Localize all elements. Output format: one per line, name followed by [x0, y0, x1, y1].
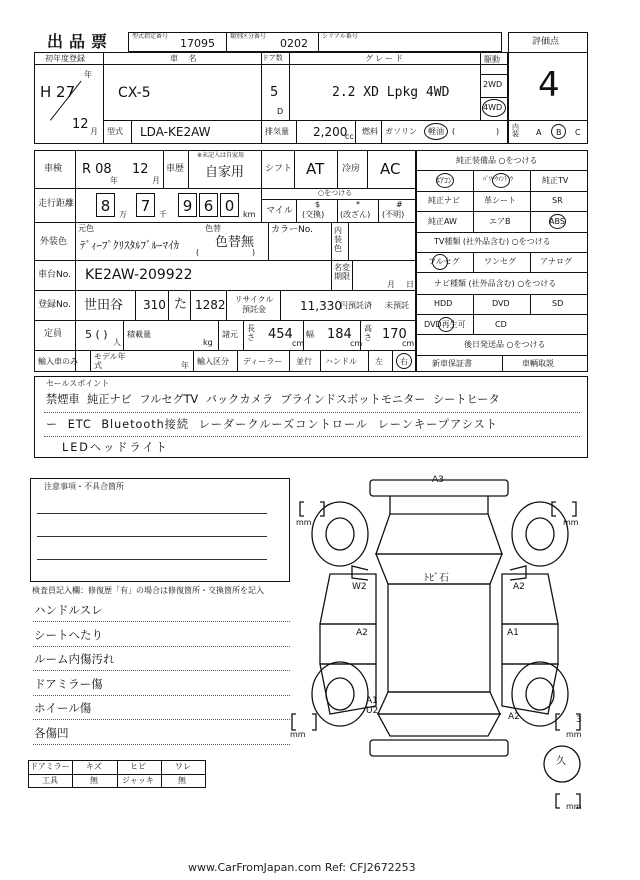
mileage-sen-unit: 千	[159, 210, 167, 219]
grade-value: 2.2 XD Lpkg 4WD	[332, 85, 450, 100]
sales-line-1: 禁煙車 純正ナビ フルセグTV バックカメラ ブラインドスポットモニター シートヒータ	[46, 393, 500, 406]
model-year-unit: 年	[181, 361, 189, 370]
equip-abs-circle	[549, 214, 566, 229]
model-designation-value: 17095	[180, 37, 215, 50]
chassis-label: 車台No.	[38, 270, 71, 280]
model-designation-label: 型式指定番号	[132, 33, 169, 40]
mile-swap-symbol: $	[315, 200, 321, 209]
width-cm-unit: cm	[350, 339, 363, 348]
later-manual: 車輌取説	[522, 359, 554, 368]
year-unit: 年	[84, 70, 92, 79]
inspection-month-unit: 月	[152, 176, 160, 185]
sales-line-3: LEDヘッドライト	[62, 441, 169, 454]
inspection-year-unit: 年	[110, 176, 118, 185]
car-name-value: CX-5	[118, 85, 151, 101]
first-reg-year: H 27	[40, 83, 76, 101]
damage-chip: ﾄﾋﾞ石	[424, 573, 449, 584]
load-label: 積載量	[127, 330, 151, 339]
length-label: 長さ	[247, 324, 255, 342]
inspector-item: 各傷凹	[34, 725, 69, 740]
interior-c: C	[575, 128, 581, 137]
equip-power-window-circle	[492, 173, 510, 188]
mile-tamper-label: (改ざん)	[340, 210, 371, 219]
color-orig-label: 元色	[78, 224, 94, 233]
recycle-unit: 円預託済	[340, 301, 372, 310]
car-name-label: 車 名	[170, 54, 201, 63]
handle-label: ハンドル	[325, 357, 357, 366]
fuel-diesel-circle	[424, 123, 448, 140]
displacement-label: 排気量	[265, 127, 289, 136]
equip-leather: 革シート	[484, 196, 516, 205]
mileage-digit: 6	[199, 193, 218, 217]
inspector-stamp: 久	[556, 756, 566, 767]
month-unit: 月	[90, 127, 98, 136]
sales-line-2: ー ETC Bluetooth接続 レーダークルーズコントロール レーンキープアシスト	[46, 418, 498, 431]
equipment-title: 純正装備品 ○をつける	[456, 156, 538, 165]
category-label: 類別区分番号	[230, 33, 267, 40]
inspector-line	[33, 695, 290, 696]
equip-power-window: ﾊﾟﾜｰｳｲﾝﾄﾞｳ	[483, 176, 514, 183]
legend-door-mirror: ドアミラー	[30, 762, 70, 771]
nav-dvd-play: DVD再生可	[424, 320, 466, 329]
tire-mm-rear-right: mm	[566, 730, 582, 739]
height-cm-unit: cm	[402, 339, 415, 348]
fuel-paren-open: (	[452, 127, 456, 136]
inspector-item: ハンドルスレ	[34, 603, 103, 617]
inspection-year: R 08	[82, 162, 112, 177]
usage-value: 自家用	[205, 165, 245, 180]
recycle-value: 11,330	[300, 299, 342, 313]
later-warranty: 新車保証書	[432, 359, 472, 368]
tire-rear-right-value: 3	[576, 715, 582, 725]
handle-right-circle	[396, 353, 412, 369]
inspector-item: ホイール傷	[34, 701, 92, 715]
shift-label: シフト	[265, 164, 293, 174]
doors-type: D	[277, 107, 284, 116]
height-value: 170	[382, 327, 407, 342]
handle-left: 左	[375, 357, 383, 366]
rating-value: 4	[538, 65, 560, 105]
shift-value: AT	[306, 160, 325, 178]
sales-points-label: セールスポイント	[46, 379, 110, 388]
interior-label: 内装	[512, 123, 519, 138]
nav-sd: SD	[552, 299, 564, 308]
tv-oneseg: ワンセグ	[484, 257, 516, 266]
capacity-unit: 人	[113, 338, 121, 347]
tire-mm-rear-left: mm	[290, 730, 306, 739]
category-value: 0202	[280, 37, 308, 50]
damage-a2-right-front: A2	[513, 582, 525, 592]
usage-note: ※未記入は自家用	[197, 152, 245, 159]
capacity-label: 定員	[44, 329, 63, 339]
cc-unit: cc	[345, 132, 354, 141]
first-reg-label: 初年度登録	[45, 54, 85, 63]
name-change-day-unit: 日	[406, 280, 414, 289]
reg-no-label: 登録No.	[38, 300, 71, 310]
notes-label: 注意事項・不具合箇所	[44, 482, 124, 491]
model-year-label: モデル年式	[94, 352, 126, 370]
legend-jack-value: 無	[178, 776, 186, 785]
not-deposited: 未預託	[385, 301, 409, 310]
damage-a2-rear: A2	[508, 712, 520, 722]
mile-unknown-symbol: #	[396, 200, 403, 209]
equip-aircon: ｴｱｺﾝ	[436, 176, 452, 185]
name-change-label: 名変期限	[334, 263, 350, 281]
name-change-month-unit: 月	[387, 280, 395, 289]
nav-dvd: DVD	[492, 299, 510, 308]
legend-scratch: キズ	[86, 762, 102, 771]
spare-mm: mm	[566, 802, 582, 811]
mile-tamper-symbol: *	[356, 200, 360, 209]
grade-label: グレード	[365, 54, 405, 63]
usage-label: 車歴	[166, 164, 185, 174]
legend-tools: 工具	[42, 776, 58, 785]
legend-break: ワレ	[175, 762, 191, 771]
color-paren-open: (	[196, 248, 200, 257]
serial-label: シリアル番号	[322, 33, 358, 40]
length-value: 454	[268, 327, 293, 342]
import-type-label: 輸入区分	[197, 357, 229, 366]
chassis-value: KE2AW-209922	[85, 267, 193, 283]
inspector-label: 検査員記入欄：修復歴「有」の場合は修復箇所・交換箇所を記入	[32, 586, 264, 595]
km-unit: km	[243, 210, 256, 219]
doors-label: ドア数	[262, 54, 283, 62]
drive-label: 駆動	[484, 55, 500, 64]
inspector-item: ルーム内傷汚れ	[34, 652, 115, 666]
reg-class: 310	[143, 298, 166, 312]
damage-a1u2: A1 U2	[366, 696, 379, 716]
rating-label: 評価点	[532, 37, 560, 47]
mile-circle-note: ○をつける	[318, 189, 353, 197]
fuel-label: 燃料	[362, 127, 378, 136]
legend-crack: ヒビ	[130, 762, 146, 771]
damage-a3: A3	[432, 475, 444, 485]
tv-fullseg: フルセグ	[428, 257, 460, 266]
height-label: 高さ	[364, 324, 372, 342]
legend-tools-value: 無	[90, 776, 98, 785]
size-label: 諸元	[222, 330, 238, 339]
interior-a: A	[536, 128, 542, 137]
displacement-value: 2,200	[313, 125, 348, 139]
equip-airbag: エアB	[489, 217, 511, 226]
drive-4wd: 4WD	[483, 103, 503, 112]
car-damage-diagram	[290, 474, 590, 814]
mile-unknown-label: (不明)	[382, 210, 405, 219]
ac-label: 冷房	[342, 164, 361, 174]
nav-cd: CD	[495, 320, 507, 329]
recycle-label: リサイクル預託金	[234, 295, 274, 314]
sheet-title: 出品票	[47, 32, 114, 51]
mileage-digit: 0	[220, 193, 239, 217]
mileage-digit: 8	[96, 193, 115, 217]
color-paren-close: )	[252, 248, 256, 257]
inspector-line	[33, 719, 290, 720]
equip-aw: 純正AW	[428, 217, 457, 226]
damage-a1-right-door: A1	[507, 628, 519, 638]
footer-watermark: www.CarFromJapan.com Ref: CFJ2672253	[188, 861, 416, 874]
damage-w2: W2	[352, 582, 367, 592]
inspector-line	[33, 670, 290, 671]
model-type-value: LDA-KE2AW	[140, 125, 211, 139]
nav-title: ナビ種類 (社外品含む) ○をつける	[434, 279, 557, 288]
reg-area: 世田谷	[84, 298, 124, 313]
ac-value: AC	[380, 160, 401, 178]
tv-fullseg-circle	[432, 254, 448, 270]
mileage-digit: 9	[178, 193, 197, 217]
drive-2wd: 2WD	[483, 80, 503, 89]
handle-right: 右	[400, 357, 408, 366]
mileage-digit: 7	[136, 193, 155, 217]
equip-abs: ABS	[549, 217, 565, 226]
mileage-man-unit: 万	[119, 210, 127, 219]
mileage-label: 走行距離	[38, 199, 75, 209]
color-no-label: カラーNo.	[271, 225, 313, 235]
tv-analog: アナログ	[540, 257, 572, 266]
import-dealer: ディーラー	[243, 357, 283, 366]
interior-b-circle	[551, 124, 566, 139]
reg-kana: た	[174, 297, 188, 312]
width-value: 184	[327, 327, 352, 342]
reg-number: 1282	[195, 298, 226, 312]
doors-value: 5	[270, 85, 279, 100]
later-title: 後日発送品 ○をつける	[464, 340, 546, 349]
import-label: 輸入車のみ	[38, 357, 78, 366]
equip-sr: SR	[552, 196, 563, 205]
color-label: 外装色	[40, 237, 68, 247]
color-change: 色替無	[215, 235, 255, 250]
length-cm-unit: cm	[292, 339, 305, 348]
tire-mm-front-right: mm	[563, 518, 579, 527]
model-type-label: 型式	[107, 127, 123, 136]
mile-swap-label: (交換)	[302, 210, 325, 219]
import-parallel: 並行	[296, 357, 312, 366]
nav-dvd-play-circle	[438, 317, 454, 332]
legend-jack: ジャッキ	[122, 776, 154, 785]
color-value: ﾃﾞｨｰﾌﾟｸﾘｽﾀﾙﾌﾞﾙｰﾏｲｶ	[80, 239, 179, 252]
equip-aircon-circle	[436, 173, 454, 188]
interior-color-label: 内装色	[334, 226, 342, 253]
inspector-item: ドアミラー傷	[34, 676, 103, 691]
color-code-label: 色替	[205, 224, 221, 233]
damage-a2-left-door: A2	[356, 628, 368, 638]
notes-box	[30, 478, 290, 582]
inspection-label: 車検	[44, 164, 63, 174]
mile-label: マイル	[266, 206, 293, 216]
inspector-line	[33, 621, 290, 622]
inspector-item: シートへたり	[34, 627, 103, 642]
fuel-diesel: 軽油	[428, 127, 444, 136]
fuel-gasoline: ガソリン	[385, 127, 417, 136]
equip-tv: 純正TV	[542, 176, 569, 185]
nav-hdd: HDD	[434, 299, 453, 308]
tire-mm-front-left: mm	[296, 518, 312, 527]
inspector-line	[33, 646, 290, 647]
interior-b: B	[556, 128, 562, 137]
inspector-line	[33, 744, 290, 745]
width-label: 幅	[306, 330, 314, 339]
equip-navi: 純正ナビ	[428, 196, 460, 205]
inspection-month: 12	[132, 162, 149, 177]
capacity-value: 5 ( )	[85, 328, 108, 341]
first-reg-month: 12	[72, 117, 89, 132]
fuel-paren-close: )	[496, 127, 500, 136]
tv-title: TV種類 (社外品含む) ○をつける	[434, 237, 551, 246]
drive-4wd-circle	[482, 99, 506, 117]
kg-unit: kg	[203, 338, 213, 347]
